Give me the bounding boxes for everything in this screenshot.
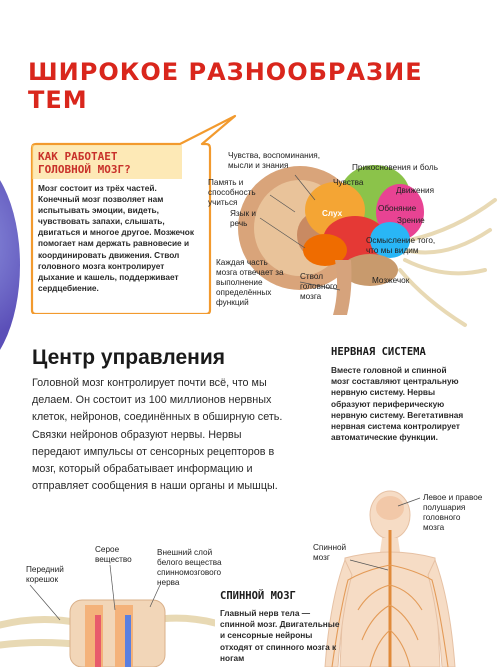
label-stem: Ствол головного мозга <box>300 272 338 301</box>
label-movement: Движения <box>396 186 435 195</box>
label-meaning: Осмысление того, что мы видим <box>366 236 436 255</box>
decorative-circle <box>0 155 20 375</box>
label-gray-matter: Серое вещество <box>95 545 132 564</box>
section-heading: Центр управления <box>32 346 225 369</box>
label-cerebellum: Мозжечок <box>372 276 410 285</box>
bubble-heading <box>38 150 198 176</box>
bubble-heading-line1: КАК РАБОТАЕТ <box>38 150 118 163</box>
label-root: Передний корешок <box>26 565 64 584</box>
label-memory: Память и способность учиться <box>208 178 256 207</box>
bubble-text: Мозг состоит из трёх частей. Конечный мозг позволяет нам испытывать эмоции, видеть, чувствовать запахи, слышать, двигаться и многое другое. Мозжечок помогает нам держать равновесие и координировать движения. Ствол головного мозга контролирует дыхание и кашель, поддерживает сердцебиение. <box>38 183 194 293</box>
label-smell: Обоняние <box>378 204 417 213</box>
label-vision: Зрение <box>397 216 425 225</box>
sidebar-heading: НЕРВНАЯ СИСТЕМА <box>331 346 426 358</box>
label-each-part: Каждая часть мозга отвечает за выполнение определённых функций <box>216 258 284 307</box>
label-spinal: Спинной мозг <box>313 543 347 562</box>
label-touch: Прикосновения и боль <box>352 163 438 172</box>
brain-hemispheres <box>376 496 404 520</box>
page-title: ШИРОКОЕ РАЗНООБРАЗИЕ ТЕМ <box>28 58 423 114</box>
label-feelings: Чувства, воспоминания, мысли и знания <box>228 151 320 170</box>
label-white-matter: Внешний слой белого вещества спинномозгового нерва <box>157 548 222 587</box>
label-hearing: Слух <box>322 209 343 218</box>
section-text: Головной мозг контролирует почти всё, что мы делаем. Он состоит из 100 миллионов нервных клеток, нейронов, соединённых в обширную сеть. Связки нейронов образуют нервы. Нервы передают импульсы от сенсорных рецепторов в мозг, который обрабатывает информацию и отправляет сообщения в наши органы и мышцы. <box>32 377 283 493</box>
spinal-text: Главный нерв тела — спинной мозг. Двигательные и сенсорные нейроны отходят от спинного мозга к ногам <box>220 608 340 663</box>
bubble-heading-line2: ГОЛОВНОЙ МОЗГ? <box>38 163 131 176</box>
spinal-heading: СПИННОЙ МОЗГ <box>220 590 296 602</box>
label-hemispheres: Левое и правое полушария головного мозга <box>423 493 483 532</box>
label-senses: Чувства <box>333 178 364 187</box>
sidebar-text: Вместе головной и спинной мозг составляют центральную нервную систему. Нервы образуют периферическую нервную систему. Вегетативная нервная система контролирует автоматические функции. <box>331 365 464 443</box>
label-language: Язык и речь <box>230 209 256 228</box>
